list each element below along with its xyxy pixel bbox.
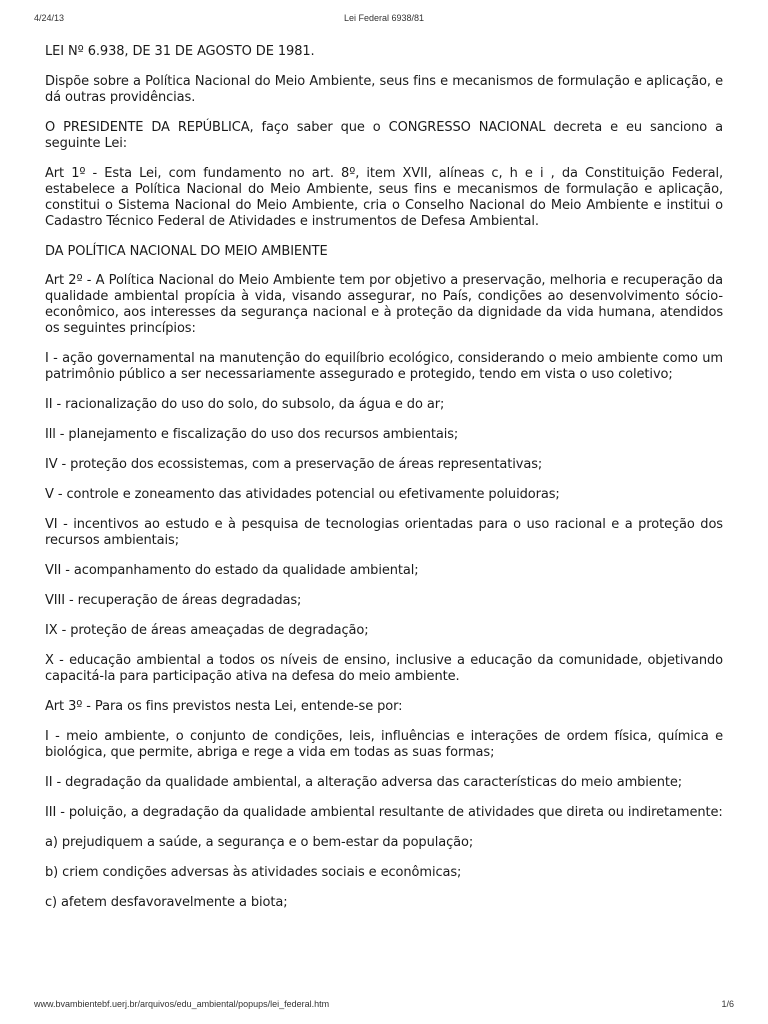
law-preamble: O PRESIDENTE DA REPÚBLICA, faço saber que o CONGRESSO NACIONAL decreta e eu sanciono a seguinte Lei:: [45, 120, 723, 151]
article-3-item: III - poluição, a degradação da qualidade ambiental resultante de atividades que direta ou indiretamente:: [45, 805, 723, 820]
article-2-item: I - ação governamental na manutenção do equilíbrio ecológico, considerando o meio ambiente como um patrimônio público a ser necessariamente assegurado e protegido, tendo em vista o uso coletivo;: [45, 351, 723, 382]
article-1: Art 1º - Esta Lei, com fundamento no art. 8º, item XVII, alíneas c, h e i , da Constituição Federal, estabelece a Política Nacional do Meio Ambiente, seus fins e mecanismos de formulação e aplicação, constitui o Sistema Nacional do Meio Ambiente, cria o Conselho Nacional do Meio Ambiente e institui o Cadastro Técnico Federal de Atividades e instrumentos de Defesa Ambiental.: [45, 166, 723, 229]
print-title: Lei Federal 6938/81: [343, 13, 425, 23]
document-body: [45, 44, 723, 925]
article-2-item: VII - acompanhamento do estado da qualidade ambiental;: [45, 563, 419, 578]
article-2-item: VIII - recuperação de áreas degradadas;: [45, 593, 302, 608]
article-3-subitem: a) prejudiquem a saúde, a segurança e o bem-estar da população;: [45, 835, 474, 850]
article-3-item: II - degradação da qualidade ambiental, a alteração adversa das características do meio ambiente;: [45, 775, 683, 790]
article-2-item: Ill - planejamento e fiscalização do uso dos recursos ambientais;: [45, 427, 459, 442]
article-2-item: V - controle e zoneamento das atividades potencial ou efetivamente poluidoras;: [45, 487, 560, 502]
article-2-item: IV - proteção dos ecossistemas, com a preservação de áreas representativas;: [45, 457, 543, 472]
print-date: 4/24/13: [34, 13, 65, 23]
article-3: Art 3º - Para os fins previstos nesta Lei, entende-se por:: [45, 699, 403, 714]
print-footer: [0, 994, 768, 1024]
article-2-item: II - racionalização do uso do solo, do subsolo, da água e do ar;: [45, 397, 445, 412]
section-heading: DA POLÍTICA NACIONAL DO MEIO AMBIENTE: [45, 244, 328, 259]
article-3-item: I - meio ambiente, o conjunto de condições, leis, influências e interações de ordem física, química e biológica, que permite, abriga e rege a vida em todas as suas formas;: [45, 729, 723, 760]
law-ementa: Dispõe sobre a Política Nacional do Meio Ambiente, seus fins e mecanismos de formulação e aplicação, e dá outras providências.: [45, 74, 723, 105]
print-url: www.bvambientebf.uerj.br/arquivos/edu_ambiental/popups/lei_federal.htm: [34, 999, 330, 1009]
print-header: [0, 0, 768, 30]
article-3-subitem: b) criem condições adversas às atividades sociais e econômicas;: [45, 865, 462, 880]
law-title: LEI Nº 6.938, DE 31 DE AGOSTO DE 1981.: [45, 44, 315, 59]
article-2: Art 2º - A Política Nacional do Meio Ambiente tem por objetivo a preservação, melhoria e recuperação da qualidade ambiental propícia à vida, visando assegurar, no País, condições ao desenvolvimento sócio-econômico, aos interesses da segurança nacional e à proteção da dignidade da vida humana, atendidos os seguintes princípios:: [45, 273, 723, 336]
article-2-item: X - educação ambiental a todos os níveis de ensino, inclusive a educação da comunidade, objetivando capacitá-la para participação ativa na defesa do meio ambiente.: [45, 653, 723, 684]
page-number: 1/6: [721, 999, 734, 1009]
article-2-item: IX - proteção de áreas ameaçadas de degradação;: [45, 623, 369, 638]
article-3-subitem: c) afetem desfavoravelmente a biota;: [45, 895, 288, 910]
article-2-item: VI - incentivos ao estudo e à pesquisa de tecnologias orientadas para o uso racional e a proteção dos recursos ambientais;: [45, 517, 723, 548]
